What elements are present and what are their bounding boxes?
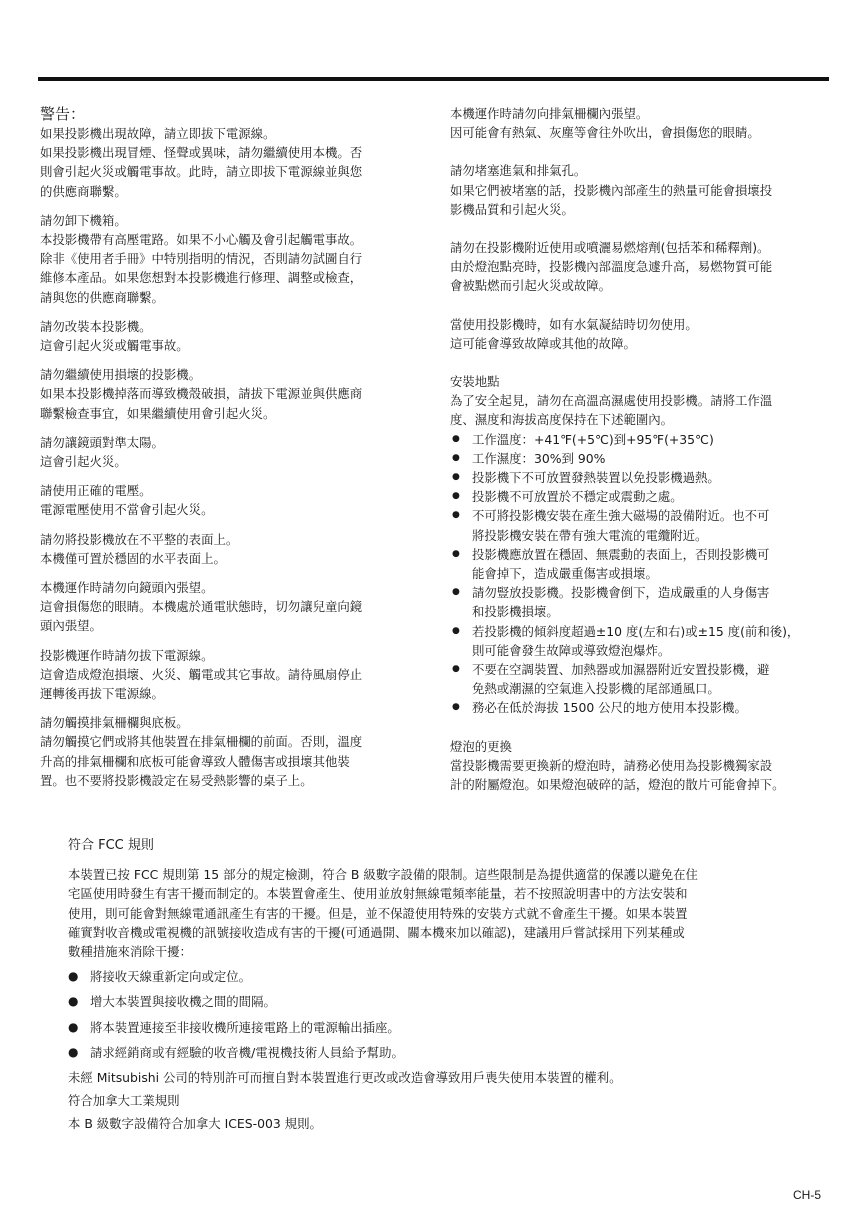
section-modify: 請勿改裝本投影機。 這會引起火災或觸電事故。: [40, 318, 189, 354]
bullet-icon: ●: [452, 433, 460, 444]
section-installation: 安裝地點 為了安全起見，請勿在高溫高濕處使用投影機。請將工作溫 度、濕度和海拔高度保持在下述範圍內。 ● 工作溫度：+41℉(+5℃)到+95℉(+35℃) ● 工作濕度：30%到 90% ● 投影機下不可放置發熱裝置以免投影機過熱。 ● 投影機不可放置於不穩定或震動之處。 ● 不可將投影機安裝在產生強大磁場的設備附近。也不可 將投影機安裝在帶有強大電流的電纜附近。 ● 投影機應放置在穩固、無震動的表面上，否則投影機可 能會掉下，造成嚴重傷害或損壞。 ● 請勿豎放投影機。投影機會倒下，造成嚴重的人身傷害 和投影機損壞。 ● 若投影機的傾斜度超過±10 度(左和右)或±15 度(前和後)， 則可能會發生故障或導致燈泡爆炸。 ● 不要在空調裝置、加熱器或加濕器附近安置投影機，避 免熱或潮濕的空氣進入投影機的尾部通風口。 ● 務必在低於海拔 1500 公尺的地方使用本投影機。: [450, 372, 832, 718]
bullet-icon: ●: [452, 702, 460, 713]
list-item: ● 不要在空調裝置、加熱器或加濕器附近安置投影機，避 免熱或潮濕的空氣進入投影機的尾部通風口。: [452, 662, 770, 697]
list-item: ● 若投影機的傾斜度超過±10 度(左和右)或±15 度(前和後)， 則可能會發生故障或導致燈泡爆炸。: [452, 623, 800, 658]
fcc-title: 符合 FCC 規則: [68, 838, 154, 853]
section-lens: 本機運作時請勿向鏡頭內張望。 這會損傷您的眼睛。本機處於通電狀態時，切勿讓兒童向鏡 頭內張望。: [40, 580, 363, 634]
list-item: ● 投影機應放置在穩固、無震動的表面上，否則投影機可 能會掉下，造成嚴重傷害或損壞。: [452, 546, 770, 582]
fcc-section: [68, 836, 803, 1138]
bullet-icon: ●: [452, 452, 460, 463]
fcc-modification-note: 未經 Mitsubishi 公司的特別許可而擅自對本裝置進行更改或改造會導致用戶喪失使用本裝置的權利。: [68, 1070, 622, 1086]
section-flammable: 請勿在投影機附近使用或噴灑易燃熔劑(包括苯和稀釋劑)。 由於燈泡點亮時，投影機內部溫度急遽升高，易燃物質可能 會被點燃而引起火災或故障。: [450, 240, 773, 294]
section-lamp: 燈泡的更換 當投影機需要更換新的燈泡時，請務必使用為投影機獨家設 計的附屬燈泡。如果燈泡破碎的話，燈泡的散片可能會掉下。: [450, 737, 832, 795]
bullet-icon: ●: [452, 587, 460, 598]
list-item: ● 將接收天線重新定向或定位。: [68, 967, 803, 986]
bullet-icon: ●: [452, 664, 460, 675]
section-voltage: 請使用正確的電壓。 電源電壓使用不當會引起火災。: [40, 483, 214, 518]
list-item: ● 請勿豎放投影機。投影機會倒下，造成嚴重的人身傷害 和投影機損壞。: [452, 585, 770, 620]
header-rule: [38, 77, 829, 81]
list-item: ● 工作濕度：30%到 90%: [450, 449, 832, 468]
bullet-icon: ●: [452, 548, 460, 559]
warning-heading: 警告：: [40, 105, 86, 123]
lamp-heading: 燈泡的更換: [450, 738, 512, 754]
canada-body: 本 B 級數字設備符合加拿大 ICES-003 規則。: [68, 1116, 322, 1132]
list-item: ● 投影機不可放置於不穩定或震動之處。: [450, 487, 832, 506]
section-surface: 請勿將投影機放在不平整的表面上。 本機僅可置於穩固的水平表面上。: [40, 531, 239, 566]
page-number: CH-5: [793, 1188, 822, 1202]
fcc-paragraph: 本裝置已按 FCC 規則第 15 部分的規定檢測，符合 B 級數字設備的限制。這些限制是為提供適當的保護以避免在住 宅區使用時發生有害干擾而制定的。本裝置會產生、使用並放射無線電頻率能量，若不按照說明書中的方法安裝和 使用，則可能會對無線電通訊產生有害的干擾。但是，並不保證使用特殊的安裝方式就不會產生干擾。如果本裝置 確實對收音機或電視機的訊號接收造成有害的干擾(可通過開、關本機來加以確認)，建議用戶嘗試採用下列某種或 數種措施來消除干擾：: [68, 867, 698, 960]
list-item: ● 投影機下不可放置發熱裝置以免投影機過熱。: [450, 468, 832, 487]
section-damaged: 請勿繼續使用損壞的投影機。 如果本投影機掉落而導致機殼破損，請拔下電源並與供應商 聯繫檢查事宜，如果繼續使用會引起火災。: [40, 367, 363, 421]
list-item: ● 工作溫度：+41℉(+5℃)到+95℉(+35℃): [450, 430, 832, 449]
list-item: ● 增大本裝置與接收機之間的間隔。: [68, 992, 803, 1011]
bullet-icon: ●: [452, 472, 460, 483]
bullet-icon: ●: [68, 1019, 79, 1034]
canada-title: 符合加拿大工業規則: [68, 1093, 180, 1109]
section-power-cord: 投影機運作時請勿拔下電源線。 這會造成燈泡損壞、火災、觸電或其它事故。請待風扇停止 運轉後再拔下電源線。: [40, 647, 363, 702]
section-exhaust-grille: 本機運作時請勿向排氣柵欄內張望。 因可能會有熱氣、灰塵等會往外吹出，會損傷您的眼睛。: [450, 106, 760, 141]
bullet-icon: ●: [452, 625, 460, 636]
left-column: [40, 104, 420, 800]
section-vents: 請勿堵塞進氣和排氣孔。 如果它們被堵塞的話，投影機內部產生的熱量可能會損壞投 影機品質和引起火災。: [450, 163, 773, 217]
install-list: [450, 430, 832, 718]
bullet-icon: ●: [452, 510, 460, 521]
right-column: [450, 104, 832, 804]
bullet-icon: ●: [452, 491, 460, 502]
bullet-icon: ●: [68, 994, 79, 1009]
section-malfunction: 如果投影機出現故障，請立即拔下電源線。 如果投影機出現冒煙、怪聲或異味，請勿繼續使用本機。否 則會引起火災或觸電事故。此時，請立即拔下電源線並與您 的供應商聯繫。: [40, 126, 363, 199]
section-exhaust: 請勿觸摸排氣柵欄與底板。 請勿觸摸它們或將其他裝置在排氣柵欄的前面。否則，溫度 升高的排氣柵欄和底板可能會導致人體傷害或損壞其他裝 置。也不要將投影機設定在易受熱影響的桌子上。: [40, 715, 363, 788]
fcc-measures-list: [68, 967, 803, 1062]
list-item: ● 請求經銷商或有經驗的收音機/電視機技術人員給予幫助。: [68, 1043, 803, 1062]
list-item: ● 將本裝置連接至非接收機所連接電路上的電源輸出插座。: [68, 1018, 803, 1037]
list-item: ● 務必在低於海拔 1500 公尺的地方使用本投影機。: [450, 698, 832, 717]
section-condensation: 當使用投影機時，如有水氣凝結時切勿使用。 這可能會導致故障或其他的故障。: [450, 316, 698, 351]
install-heading: 安裝地點: [450, 374, 500, 390]
list-item: ● 不可將投影機安裝在產生強大磁場的設備附近。也不可 將投影機安裝在帶有強大電流的電纜附近。: [452, 508, 770, 543]
bullet-icon: ●: [68, 1044, 79, 1059]
section-cabinet: 請勿卸下機箱。 本投影機帶有高壓電路。如果不小心觸及會引起觸電事故。 除非《使用者手冊》中特別指明的情況，否則請勿試圖自行 維修本產品。如果您想對本投影機進行修理、調整或檢查， 請與您的供應商聯繫。: [40, 212, 363, 305]
section-sun: 請勿讓鏡頭對準太陽。 這會引起火災。: [40, 434, 164, 470]
bullet-icon: ●: [68, 969, 79, 984]
